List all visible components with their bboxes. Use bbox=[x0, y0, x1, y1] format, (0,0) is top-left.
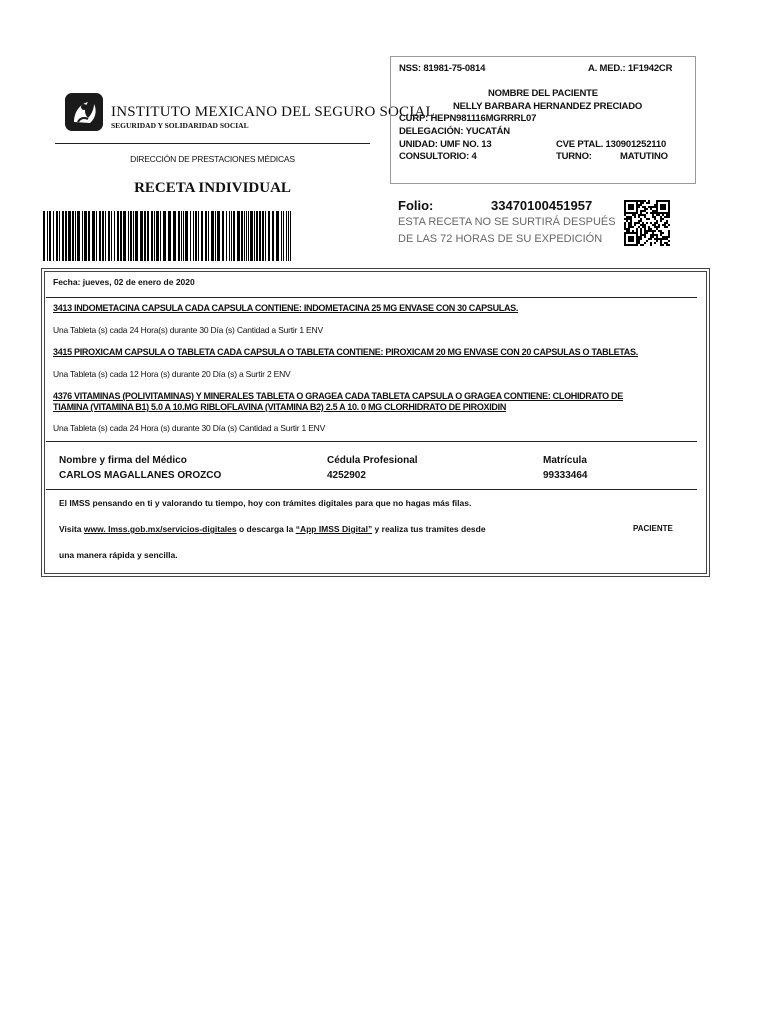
copy-label: PACIENTE bbox=[633, 524, 673, 533]
unidad-field: UNIDAD: UMF NO. 13 bbox=[399, 139, 492, 150]
cedula-value: 4252902 bbox=[327, 470, 366, 481]
imss-services-link[interactable]: www. Imss.gob.mx/servicios-digitales bbox=[83, 524, 237, 534]
folio-value: 33470100451957 bbox=[491, 198, 593, 213]
medication-title: 3415 PIROXICAM CAPSULA O TABLETA CADA CAPSULA O TABLETA CONTIENE: PIROXICAM 20 MG ENVASE CON 20 CAPSULAS O TABLETAS. bbox=[53, 347, 638, 357]
a-med-field: A. MED.: 1F1942CR bbox=[588, 63, 673, 74]
medication-instructions: Una Tableta (s) cada 12 Hora (s) durante 20 Día (s) a Surtir 2 ENV bbox=[53, 369, 291, 379]
divider bbox=[46, 489, 697, 490]
institute-subtitle: SEGURIDAD Y SOLIDARIDAD SOCIAL bbox=[111, 121, 249, 130]
medication-instructions: Una Tableta (s) cada 24 Hora(s) durante 30 Día (s) Cantidad a Surtir 1 ENV bbox=[53, 325, 323, 335]
expiry-warning-line2: DE LAS 72 HORAS DE SU EXPEDICIÓN bbox=[398, 233, 603, 245]
doctor-name-label: Nombre y firma del Médico bbox=[59, 455, 187, 466]
consultorio-field: CONSULTORIO: 4 bbox=[399, 151, 477, 162]
app-imss-digital-link[interactable]: “App IMSS Digital” bbox=[295, 524, 373, 534]
medication-title: 3413 INDOMETACINA CAPSULA CADA CAPSULA CONTIENE: INDOMETACINA 25 MG ENVASE CON 30 CAPSULAS. bbox=[53, 303, 519, 313]
footer-message: El IMSS pensando en ti y valorando tu tiempo, hoy con trámites digitales para que no hagas más filas. bbox=[59, 498, 472, 508]
turno-label: TURNO: bbox=[556, 151, 592, 162]
medication-title: 4376 VITAMINAS (POLIVITAMINAS) Y MINERALES TABLETA O GRAGEA CADA TABLETA CAPSULA O GRAGEA CONTIENE: CLOHIDRATO DE bbox=[53, 391, 623, 401]
medication-title-continued: TIAMINA (VITAMINA B1) 5.0 A 10.MG RIBLOFLAVINA (VITAMINA B2) 2.5 A 10. 0 MG CLORHIDRATO DE PIROXIDIN bbox=[53, 402, 507, 412]
matricula-label: Matrícula bbox=[543, 455, 587, 466]
cve-ptal-field: CVE PTAL. 130901252110 bbox=[556, 139, 667, 150]
imss-logo-icon bbox=[64, 92, 104, 132]
divider bbox=[46, 297, 697, 298]
prescription-date: Fecha: jueves, 02 de enero de 2020 bbox=[53, 277, 195, 287]
cedula-label: Cédula Profesional bbox=[327, 455, 418, 466]
divider bbox=[46, 441, 697, 442]
footer-rest: y realiza tus tramites desde bbox=[372, 524, 486, 534]
medication-instructions: Una Tableta (s) cada 24 Hora (s) durante 30 Día (s) Cantidad a Surtir 1 ENV bbox=[53, 423, 326, 433]
footer-closing: una manera rápida y sencilla. bbox=[59, 550, 178, 560]
delegacion-field: DELEGACIÓN: YUCATÁN bbox=[399, 126, 510, 137]
folio-label: Folio: bbox=[398, 198, 434, 213]
page-title: RECETA INDIVIDUAL bbox=[134, 180, 291, 196]
direccion-label: DIRECCIÓN DE PRESTACIONES MÉDICAS bbox=[130, 154, 295, 164]
header-divider bbox=[55, 143, 370, 144]
footer-visita: Visita bbox=[59, 524, 84, 534]
expiry-warning-line1: ESTA RECETA NO SE SURTIRÁ DESPUÉS bbox=[398, 216, 616, 228]
curp-field: CURP: HEPN981116MGRRRL07 bbox=[399, 113, 537, 124]
matricula-value: 99333464 bbox=[543, 470, 588, 481]
patient-name-label: NOMBRE DEL PACIENTE bbox=[488, 88, 598, 99]
patient-name: NELLY BARBARA HERNANDEZ PRECIADO bbox=[453, 101, 643, 112]
nss-field: NSS: 81981-75-0814 bbox=[399, 63, 486, 74]
institute-name: INSTITUTO MEXICANO DEL SEGURO SOCIAL bbox=[111, 104, 435, 120]
doctor-name: CARLOS MAGALLANES OROZCO bbox=[59, 470, 222, 481]
footer-descarga: o descarga la bbox=[236, 524, 296, 534]
footer-visit-line bbox=[59, 524, 486, 534]
barcode bbox=[43, 211, 293, 261]
qr-code bbox=[624, 200, 670, 246]
turno-value: MATUTINO bbox=[620, 151, 668, 162]
